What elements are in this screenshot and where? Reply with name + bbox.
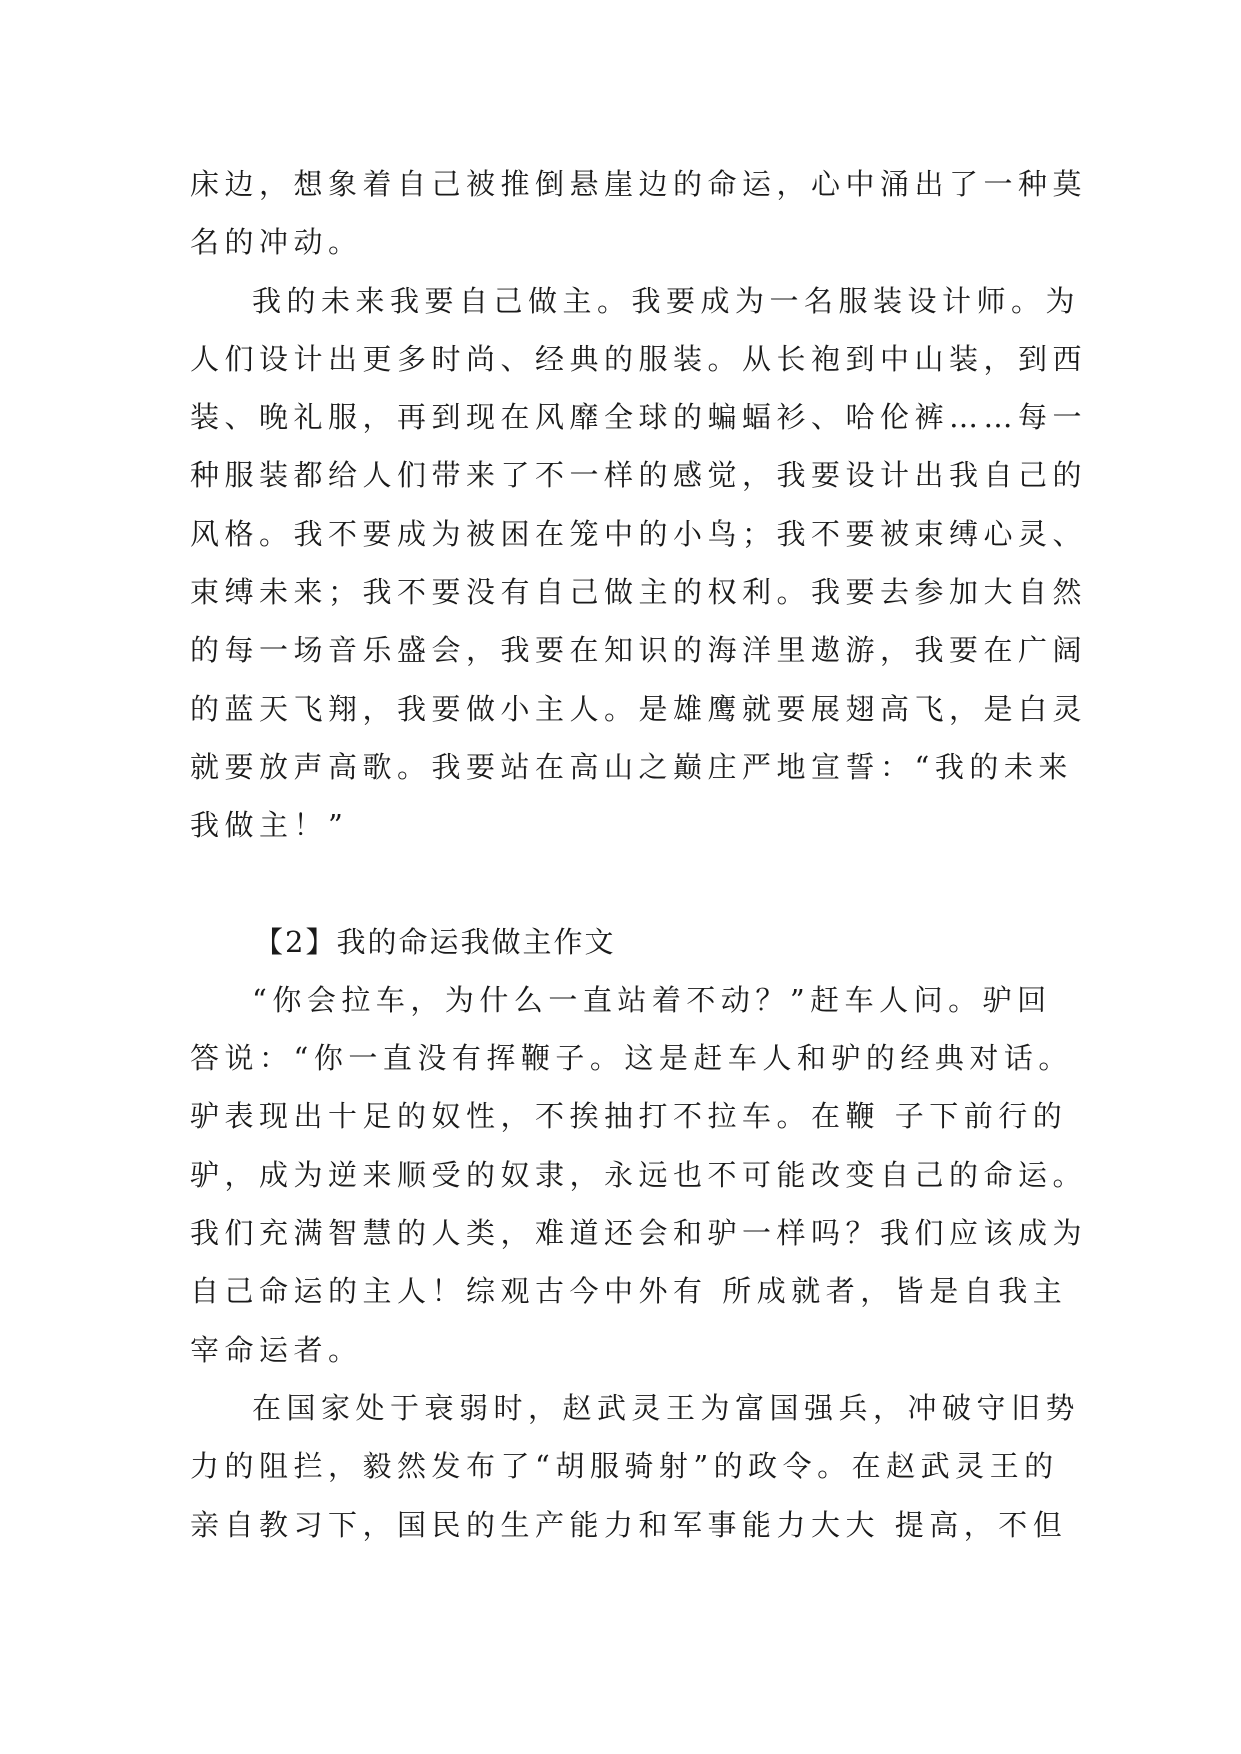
text-line: 自己命运的主人！综观古今中外有 所成就者，皆是自我主	[190, 1274, 1068, 1308]
text-line: 床边，想象着自己被推倒悬崖边的命运，心中涌出了一种莫	[190, 167, 1088, 201]
text-line: 我们充满智慧的人类，难道还会和驴一样吗？我们应该成为	[190, 1216, 1088, 1250]
paragraph-start-line: 在国家处于衰弱时，赵武灵王为富国强兵，冲破守旧势	[252, 1391, 1081, 1425]
text-line: 人们设计出更多时尚、经典的服装。从长袍到中山装，到西	[190, 342, 1088, 376]
text-line: 我做主！”	[190, 808, 349, 842]
text-line: 宰命运者。	[190, 1333, 363, 1367]
text-line: 亲自教习下，国民的生产能力和军事能力大大 提高，不但	[190, 1508, 1068, 1542]
paragraph-start-line: 我的未来我要自己做主。我要成为一名服装设计师。为	[252, 284, 1081, 318]
text-line: 装、晚礼服，再到现在风靡全球的蝙蝠衫、哈伦裤……每一	[190, 400, 1088, 434]
text-line: 力的阻拦，毅然发布了“胡服骑射”的政令。在赵武灵王的	[190, 1449, 1059, 1483]
text-line: 驴，成为逆来顺受的奴隶，永远也不可能改变自己的命运。	[190, 1158, 1088, 1192]
section-heading: 【2】我的命运我做主作文	[254, 925, 616, 959]
text-line: 束缚未来；我不要没有自己做主的权利。我要去参加大自然	[190, 575, 1088, 609]
text-line: 风格。我不要成为被困在笼中的小鸟；我不要被束缚心灵、	[190, 517, 1088, 551]
text-line: 的每一场音乐盛会，我要在知识的海洋里遨游，我要在广阔	[190, 633, 1088, 667]
text-line: 就要放声高歌。我要站在高山之巅庄严地宣誓：“我的未来	[190, 750, 1073, 784]
paragraph-start-line: “你会拉车，为什么一直站着不动？”赶车人问。驴回	[252, 983, 1052, 1017]
text-line: 答说：“你一直没有挥鞭子。这是赶车人和驴的经典对话。	[190, 1041, 1073, 1075]
text-line: 种服装都给人们带来了不一样的感觉，我要设计出我自己的	[190, 458, 1088, 492]
text-line: 驴表现出十足的奴性，不挨抽打不拉车。在鞭 子下前行的	[190, 1099, 1068, 1133]
text-line: 的蓝天飞翔，我要做小主人。是雄鹰就要展翅高飞，是白灵	[190, 692, 1088, 726]
text-line: 名的冲动。	[190, 225, 363, 259]
